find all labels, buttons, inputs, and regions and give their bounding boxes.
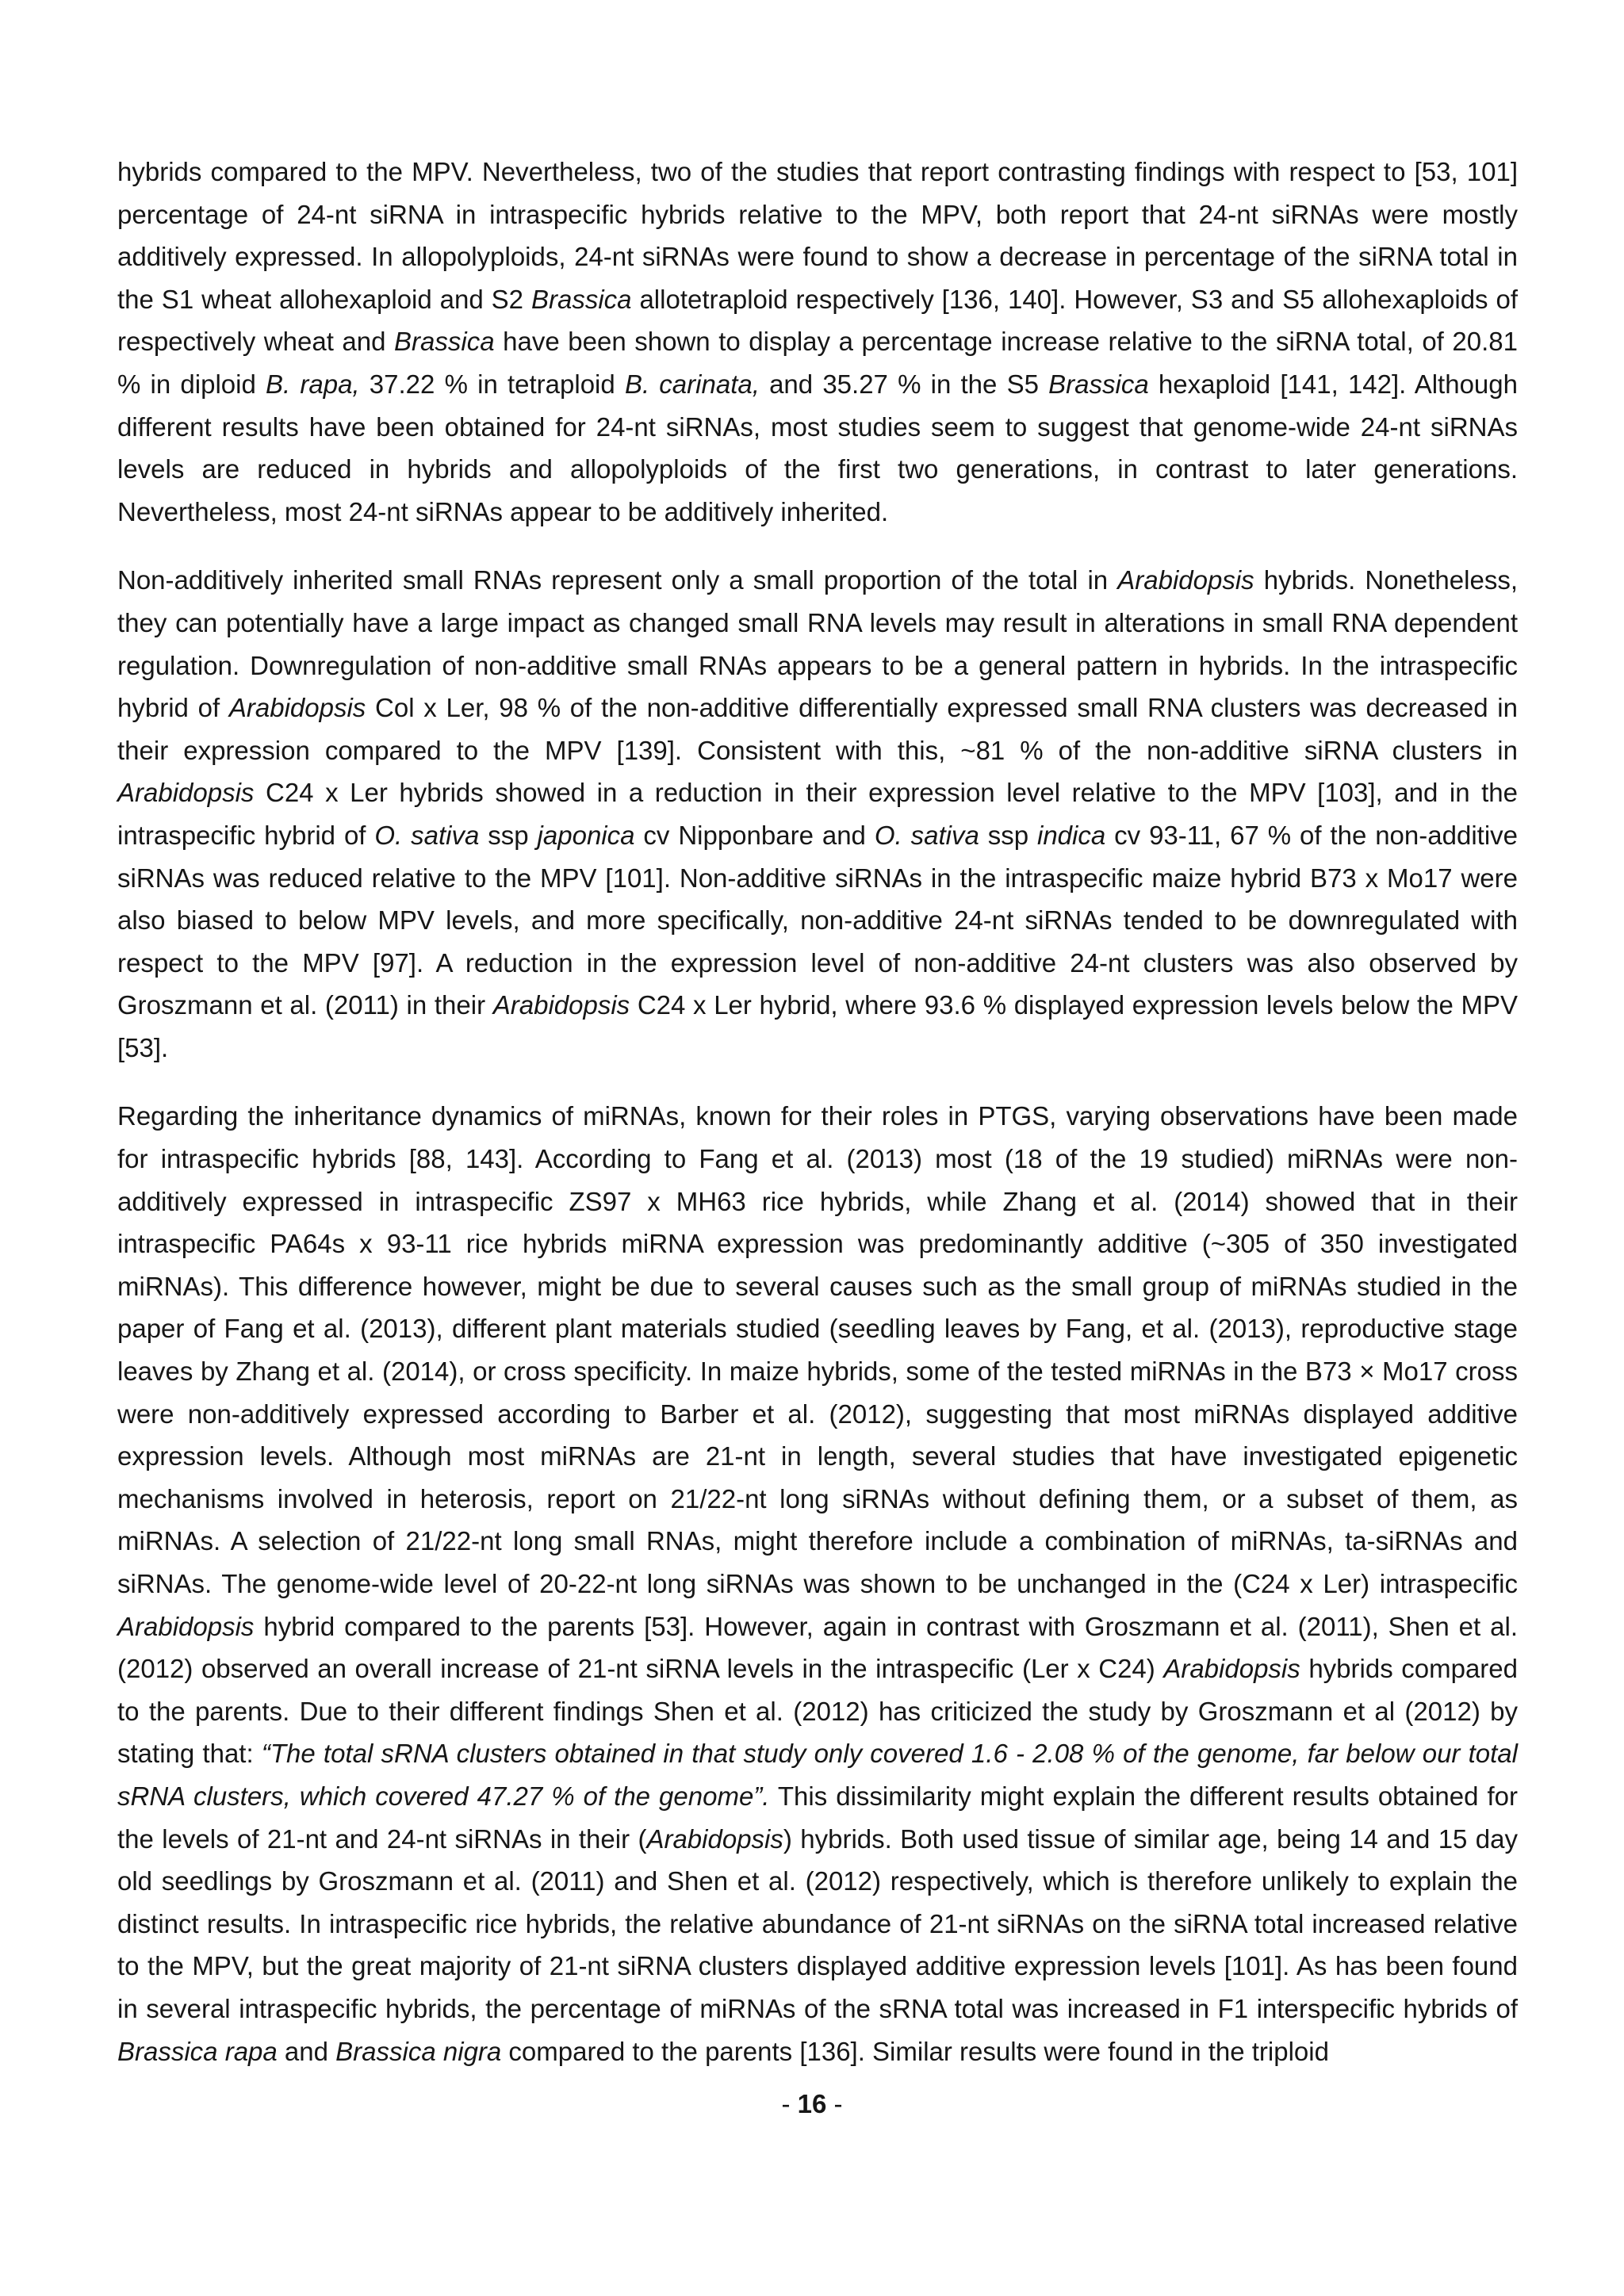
paragraph [117,559,1518,1069]
text-run: have been shown to display a percentage increase relative to the siRNA total, of 20.81 % in diploid [117,327,1518,399]
text-run: ssp [479,820,538,850]
text-run: hybrids compared to the parents. Due to their different findings Shen et al. (2012) has criticized the study by Groszmann et al (2012) by stating that: [117,1654,1518,1769]
text-run: C24 x Ler hybrids showed in a reduction in their expression level relative to the MPV [103], and in the intraspecific hybrid of [117,778,1518,850]
paragraph [117,1095,1518,2072]
italic-text: indica [1037,820,1106,850]
text-run: hybrids. Nonetheless, they can potentially have a large impact as changed small RNA levels may result in alterations in small RNA dependent regulation. Downregulation of non-additive small RNAs appears to be a general pattern in hybrids. In the intraspecific hybrid of [117,565,1518,723]
italic-text: Arabidopsis [117,1611,255,1641]
text-run: This dissimilarity might explain the different results obtained for the levels of 21-nt and 24-nt siRNAs in their ( [117,1781,1518,1854]
italic-text: B. rapa, [266,369,360,399]
text-run: cv Nipponbare and [634,820,875,850]
italic-text: O. sativa [374,820,480,850]
italic-text: Arabidopsis [492,990,630,1020]
text-run: Non-additively inherited small RNAs represent only a small proportion of the total in [117,565,1118,595]
italic-text: japonica [537,820,635,850]
text-run: Col x Ler, 98 % of the non-additive differentially expressed small RNA clusters was decreased in their expression compared to the MPV [139]. Consistent with this, ~81 % of the non-additive siRNA clusters in [117,693,1518,765]
text-run: 37.22 % in tetraploid [359,369,625,399]
text-run: hybrids compared to the MPV. Nevertheless, two of the studies that report contrasting findings with respect to [53, 101] percentage of 24-nt siRNA in intraspecific hybrids relative to the MPV, both report that 24-nt siRNAs were mostly additively expressed. In allopolyploids, 24-nt siRNAs were found to show a decrease in percentage of the siRNA total in the S1 wheat allohexaploid and S2 [117,157,1518,314]
italic-text: “The total sRNA clusters obtained in that study only covered 1.6 - 2.08 % of the genome, far below our total sRNA clusters, which covered 47.27 % of the genome”. [117,1739,1518,1811]
italic-text: O. sativa [874,820,979,850]
italic-text: B. carinata, [624,369,760,399]
text-run: hexaploid [141, 142]. Although different results have been obtained for 24-nt siRNAs, most studies seem to suggest that genome-wide 24-nt siRNAs levels are reduced in hybrids and allopolyploids of the first two generations, in contrast to later generations. Nevertheless, most 24-nt siRNAs appear to be additively inherited. [117,369,1518,526]
text-run: compared to the parents [136]. Similar results were found in the triploid [501,2036,1329,2066]
italic-text: Arabidopsis [1163,1654,1300,1684]
italic-text: Brassica nigra [335,2036,502,2066]
page-number-prefix: - [781,2089,798,2118]
page-number [0,2088,1624,2120]
text-run: ssp [979,820,1037,850]
document-body [117,151,1518,2072]
italic-text: Brassica [530,284,632,314]
text-run: cv 93-11, 67 % of the non-additive siRNAs was reduced relative to the MPV [101]. Non-additive siRNAs in the intraspecific maize hybrid B73 x Mo17 were also biased to below MPV levels, and more specifically, non-additive 24-nt siRNAs tended to be downregulated with respect to the MPV [97]. A reduction in the expression level of non-additive 24-nt clusters was also observed by Groszmann et al. (2011) in their [117,820,1518,1020]
italic-text: Brassica [1048,369,1149,399]
text-run: Regarding the inheritance dynamics of miRNAs, known for their roles in PTGS, varying observations have been made for intraspecific hybrids [88, 143]. According to Fang et al. (2013) most (18 of the 19 studied) miRNAs were non-additively expressed in intraspecific ZS97 x MH63 rice hybrids, while Zhang et al. (2014) showed that in their intraspecific PA64s x 93-11 rice hybrids miRNA expression was predominantly additive (~305 of 350 investigated miRNAs). This difference however, might be due to several causes such as the small group of miRNAs studied in the paper of Fang et al. (2013), different plant materials studied (seedling leaves by Fang, et al. (2013), reproductive stage leaves by Zhang et al. (2014), or cross specificity. In maize hybrids, some of the tested miRNAs in the B73 × Mo17 cross were non-additively expressed according to Barber et al. (2012), suggesting that most miRNAs displayed additive expression levels. Although most miRNAs are 21-nt in length, several studies that have investigated epigenetic mechanisms involved in heterosis, report on 21/22-nt long siRNAs without defining them, or a subset of them, as miRNAs. A selection of 21/22-nt long small RNAs, might therefore include a combination of miRNAs, ta-siRNAs and siRNAs. The genome-wide level of 20-22-nt long siRNAs was shown to be unchanged in the (C24 x Ler) intraspecific [117,1101,1518,1598]
text-run: hybrid compared to the parents [53]. However, again in contrast with Groszmann et al. (2011), Shen et al. (2012) observed an overall increase of 21-nt siRNA levels in the intraspecific (Ler x C24) [117,1611,1518,1684]
text-run: C24 x Ler hybrid, where 93.6 % displayed expression levels below the MPV [53]. [117,990,1518,1062]
text-run: and 35.27 % in the S5 [759,369,1049,399]
page-number-suffix: - [826,2089,843,2118]
paragraph [117,151,1518,533]
italic-text: Arabidopsis [646,1823,783,1854]
italic-text: Arabidopsis [1117,565,1254,595]
text-run: allotetraploid respectively [136, 140]. However, S3 and S5 allohexaploids of respectively wheat and [117,284,1518,357]
italic-text: Arabidopsis [228,693,366,723]
text-run: and [277,2036,336,2066]
italic-text: Arabidopsis [117,778,255,808]
italic-text: Brassica [394,327,495,357]
page-number-value: 16 [797,2089,827,2118]
text-run: ) hybrids. Both used tissue of similar age, being 14 and 15 day old seedlings by Groszmann et al. (2011) and Shen et al. (2012) respectively, which is therefore unlikely to explain the distinct results. In intraspecific rice hybrids, the relative abundance of 21-nt siRNAs on the siRNA total increased relative to the MPV, but the great majority of 21-nt siRNA clusters displayed additive expression levels [101]. As has been found in several intraspecific hybrids, the percentage of miRNAs of the sRNA total was increased in F1 interspecific hybrids of [117,1823,1518,2023]
italic-text: Brassica rapa [117,2036,278,2066]
